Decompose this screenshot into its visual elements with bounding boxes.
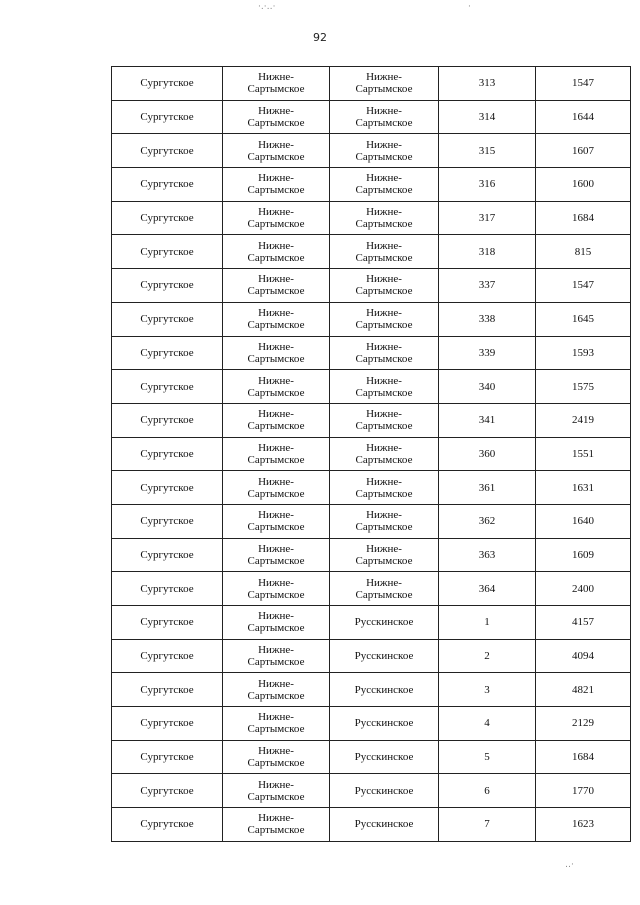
- field-cell: [223, 538, 330, 572]
- number-cell: [439, 100, 536, 134]
- number-cell-text: 363: [478, 548, 496, 561]
- field-cell-text: Сартымское: [247, 757, 305, 770]
- value-cell-text: 4821: [572, 683, 594, 696]
- number-cell: [439, 67, 536, 101]
- area-cell-text: Сартымское: [355, 251, 413, 264]
- field-cell: [223, 67, 330, 101]
- value-cell: [536, 606, 631, 640]
- area-cell-text: Сартымское: [355, 184, 413, 197]
- area-cell: [330, 538, 439, 572]
- table-row: [112, 235, 631, 269]
- region-cell: [112, 707, 223, 741]
- value-cell-text: 1607: [572, 144, 594, 157]
- number-cell: [439, 471, 536, 505]
- area-cell: [330, 201, 439, 235]
- number-cell: [439, 336, 536, 370]
- field-cell: [223, 572, 330, 606]
- field-cell-text: Нижне-: [258, 475, 294, 488]
- number-cell: [439, 740, 536, 774]
- area-cell: [330, 471, 439, 505]
- field-cell-text: Сартымское: [247, 319, 305, 332]
- region-cell: [112, 201, 223, 235]
- field-cell: [223, 707, 330, 741]
- region-cell-text: Сургутское: [140, 447, 194, 460]
- table-row: [112, 437, 631, 471]
- table-row: [112, 269, 631, 303]
- region-cell: [112, 370, 223, 404]
- area-cell: [330, 437, 439, 471]
- table-row: [112, 168, 631, 202]
- number-cell-text: 2: [484, 650, 490, 663]
- region-cell: [112, 235, 223, 269]
- page-number: 92: [313, 31, 327, 44]
- area-cell-text: Нижне-: [366, 172, 402, 185]
- field-cell-text: Сартымское: [247, 150, 305, 163]
- number-cell-text: 5: [484, 751, 490, 764]
- area-cell-text: Сартымское: [355, 386, 413, 399]
- field-cell-text: Нижне-: [258, 172, 294, 185]
- value-cell-text: 2129: [572, 717, 594, 730]
- table-row: [112, 707, 631, 741]
- area-cell: [330, 639, 439, 673]
- region-cell: [112, 168, 223, 202]
- field-cell-text: Нижне-: [258, 711, 294, 724]
- number-cell: [439, 134, 536, 168]
- field-cell: [223, 673, 330, 707]
- number-cell-text: 339: [478, 346, 496, 359]
- table-row: [112, 606, 631, 640]
- region-cell: [112, 538, 223, 572]
- number-cell: [439, 168, 536, 202]
- area-cell-text: Русскинское: [354, 751, 414, 764]
- number-cell-text: 7: [484, 818, 490, 831]
- area-cell-text: Нижне-: [366, 239, 402, 252]
- area-cell: [330, 572, 439, 606]
- area-cell-text: Нижне-: [366, 71, 402, 84]
- area-cell: [330, 504, 439, 538]
- value-cell: [536, 370, 631, 404]
- area-cell-text: Сартымское: [355, 352, 413, 365]
- area-cell: [330, 774, 439, 808]
- value-cell-text: 4094: [572, 650, 594, 663]
- value-cell: [536, 269, 631, 303]
- table-row: [112, 639, 631, 673]
- field-cell-text: Сартымское: [247, 521, 305, 534]
- number-cell-text: 313: [478, 77, 496, 90]
- region-cell-text: Сургутское: [140, 111, 194, 124]
- area-cell: [330, 808, 439, 842]
- region-cell-text: Сургутское: [140, 245, 194, 258]
- region-cell: [112, 134, 223, 168]
- region-cell-text: Сургутское: [140, 313, 194, 326]
- region-cell: [112, 504, 223, 538]
- field-cell: [223, 403, 330, 437]
- field-cell: [223, 740, 330, 774]
- field-cell-text: Сартымское: [247, 554, 305, 567]
- number-cell: [439, 201, 536, 235]
- area-cell-text: Сартымское: [355, 521, 413, 534]
- field-cell-text: Нижне-: [258, 576, 294, 589]
- value-cell-text: 1631: [572, 481, 594, 494]
- value-cell: [536, 134, 631, 168]
- field-cell-text: Сартымское: [247, 218, 305, 231]
- field-cell-text: Сартымское: [247, 352, 305, 365]
- region-cell-text: Сургутское: [140, 751, 194, 764]
- region-cell-text: Сургутское: [140, 77, 194, 90]
- table-row: [112, 67, 631, 101]
- number-cell-text: 4: [484, 717, 490, 730]
- area-cell-text: Нижне-: [366, 138, 402, 151]
- area-cell-text: Русскинское: [354, 717, 414, 730]
- field-cell-text: Нижне-: [258, 509, 294, 522]
- value-cell-text: 1770: [572, 784, 594, 797]
- area-cell-text: Сартымское: [355, 420, 413, 433]
- field-cell-text: Нижне-: [258, 745, 294, 758]
- number-cell: [439, 269, 536, 303]
- area-cell: [330, 100, 439, 134]
- value-cell-text: 1640: [572, 515, 594, 528]
- field-cell: [223, 134, 330, 168]
- area-cell-text: Нижне-: [366, 307, 402, 320]
- number-cell: [439, 370, 536, 404]
- area-cell: [330, 606, 439, 640]
- number-cell: [439, 403, 536, 437]
- area-cell-text: Сартымское: [355, 588, 413, 601]
- value-cell-text: 1575: [572, 380, 594, 393]
- value-cell: [536, 808, 631, 842]
- field-cell: [223, 437, 330, 471]
- table-row: [112, 538, 631, 572]
- area-cell-text: Нижне-: [366, 441, 402, 454]
- table-row: [112, 302, 631, 336]
- number-cell: [439, 504, 536, 538]
- field-cell-text: Сартымское: [247, 420, 305, 433]
- area-cell-text: Сартымское: [355, 453, 413, 466]
- number-cell-text: 317: [478, 212, 496, 225]
- field-cell-text: Нижне-: [258, 408, 294, 421]
- field-cell-text: Сартымское: [247, 656, 305, 669]
- field-cell-text: Сартымское: [247, 386, 305, 399]
- number-cell-text: 340: [478, 380, 496, 393]
- region-cell: [112, 774, 223, 808]
- value-cell: [536, 740, 631, 774]
- value-cell: [536, 673, 631, 707]
- area-cell: [330, 673, 439, 707]
- area-cell: [330, 707, 439, 741]
- region-cell: [112, 673, 223, 707]
- field-cell: [223, 168, 330, 202]
- scan-artifact-mark: ‥·: [565, 860, 574, 870]
- number-cell-text: 360: [478, 447, 496, 460]
- region-cell: [112, 471, 223, 505]
- field-cell-text: Сартымское: [247, 117, 305, 130]
- value-cell-text: 1623: [572, 818, 594, 831]
- area-cell-text: Русскинское: [354, 784, 414, 797]
- area-cell: [330, 740, 439, 774]
- number-cell-text: 362: [478, 515, 496, 528]
- region-cell-text: Сургутское: [140, 178, 194, 191]
- area-cell: [330, 269, 439, 303]
- field-cell-text: Сартымское: [247, 723, 305, 736]
- region-cell: [112, 67, 223, 101]
- value-cell: [536, 437, 631, 471]
- field-cell-text: Нижне-: [258, 273, 294, 286]
- area-cell-text: Русскинское: [354, 818, 414, 831]
- field-cell: [223, 471, 330, 505]
- field-cell-text: Сартымское: [247, 184, 305, 197]
- area-cell: [330, 168, 439, 202]
- region-cell: [112, 740, 223, 774]
- number-cell: [439, 302, 536, 336]
- field-cell-text: Сартымское: [247, 251, 305, 264]
- field-cell-text: Сартымское: [247, 824, 305, 837]
- value-cell: [536, 336, 631, 370]
- table-row: [112, 774, 631, 808]
- region-cell-text: Сургутское: [140, 212, 194, 225]
- value-cell: [536, 639, 631, 673]
- region-cell: [112, 572, 223, 606]
- table-row: [112, 403, 631, 437]
- value-cell-text: 4157: [572, 616, 594, 629]
- number-cell-text: 318: [478, 245, 496, 258]
- table-row: [112, 504, 631, 538]
- area-cell-text: Сартымское: [355, 319, 413, 332]
- area-cell-text: Нижне-: [366, 475, 402, 488]
- field-cell: [223, 504, 330, 538]
- value-cell-text: 2400: [572, 582, 594, 595]
- value-cell-text: 1684: [572, 212, 594, 225]
- value-cell: [536, 168, 631, 202]
- number-cell: [439, 572, 536, 606]
- area-cell-text: Русскинское: [354, 616, 414, 629]
- field-cell-text: Нижне-: [258, 542, 294, 555]
- region-cell-text: Сургутское: [140, 818, 194, 831]
- scan-artifact-mark: ·.·‥·: [258, 2, 276, 12]
- table-row: [112, 471, 631, 505]
- number-cell: [439, 437, 536, 471]
- area-cell-text: Русскинское: [354, 683, 414, 696]
- value-cell: [536, 471, 631, 505]
- area-cell-text: Сартымское: [355, 117, 413, 130]
- field-cell-text: Нижне-: [258, 677, 294, 690]
- area-cell-text: Нижне-: [366, 105, 402, 118]
- value-cell: [536, 302, 631, 336]
- number-cell: [439, 235, 536, 269]
- region-cell-text: Сургутское: [140, 717, 194, 730]
- value-cell-text: 1551: [572, 447, 594, 460]
- table-row: [112, 134, 631, 168]
- value-cell: [536, 403, 631, 437]
- number-cell: [439, 639, 536, 673]
- area-cell: [330, 302, 439, 336]
- value-cell: [536, 538, 631, 572]
- value-cell: [536, 774, 631, 808]
- field-cell: [223, 606, 330, 640]
- number-cell-text: 364: [478, 582, 496, 595]
- value-cell: [536, 707, 631, 741]
- value-cell-text: 1684: [572, 751, 594, 764]
- area-cell-text: Сартымское: [355, 150, 413, 163]
- field-cell-text: Сартымское: [247, 487, 305, 500]
- field-cell-text: Нижне-: [258, 239, 294, 252]
- field-cell: [223, 370, 330, 404]
- region-cell-text: Сургутское: [140, 515, 194, 528]
- number-cell-text: 316: [478, 178, 496, 191]
- region-cell: [112, 437, 223, 471]
- area-cell: [330, 403, 439, 437]
- field-cell-text: Сартымское: [247, 689, 305, 702]
- area-cell-text: Нижне-: [366, 542, 402, 555]
- number-cell: [439, 808, 536, 842]
- area-cell-text: Нижне-: [366, 576, 402, 589]
- region-cell: [112, 336, 223, 370]
- table-row: [112, 740, 631, 774]
- table-row: [112, 673, 631, 707]
- field-cell-text: Нижне-: [258, 307, 294, 320]
- field-cell-text: Нижне-: [258, 778, 294, 791]
- region-cell-text: Сургутское: [140, 481, 194, 494]
- region-cell-text: Сургутское: [140, 346, 194, 359]
- field-cell-text: Нижне-: [258, 644, 294, 657]
- region-cell: [112, 639, 223, 673]
- number-cell: [439, 707, 536, 741]
- field-cell: [223, 302, 330, 336]
- table-row: [112, 808, 631, 842]
- area-cell: [330, 235, 439, 269]
- value-cell-text: 1609: [572, 548, 594, 561]
- value-cell-text: 815: [574, 245, 592, 258]
- area-cell-text: Нижне-: [366, 340, 402, 353]
- area-cell-text: Нижне-: [366, 408, 402, 421]
- field-cell-text: Сартымское: [247, 453, 305, 466]
- value-cell-text: 1593: [572, 346, 594, 359]
- region-cell: [112, 100, 223, 134]
- number-cell-text: 361: [478, 481, 496, 494]
- area-cell-text: Сартымское: [355, 487, 413, 500]
- field-cell-text: Нижне-: [258, 206, 294, 219]
- field-cell: [223, 100, 330, 134]
- area-cell-text: Сартымское: [355, 218, 413, 231]
- value-cell: [536, 572, 631, 606]
- area-cell: [330, 370, 439, 404]
- table-row: [112, 370, 631, 404]
- scan-artifact-mark: ·: [468, 2, 471, 12]
- table-row: [112, 201, 631, 235]
- region-cell-text: Сургутское: [140, 144, 194, 157]
- region-cell: [112, 302, 223, 336]
- value-cell-text: 1645: [572, 313, 594, 326]
- region-cell-text: Сургутское: [140, 380, 194, 393]
- field-cell: [223, 201, 330, 235]
- value-cell: [536, 201, 631, 235]
- value-cell: [536, 100, 631, 134]
- field-cell-text: Сартымское: [247, 285, 305, 298]
- table-row: [112, 336, 631, 370]
- value-cell-text: 2419: [572, 414, 594, 427]
- area-cell-text: Нижне-: [366, 509, 402, 522]
- value-cell-text: 1600: [572, 178, 594, 191]
- number-cell: [439, 774, 536, 808]
- area-cell-text: Нижне-: [366, 374, 402, 387]
- field-cell-text: Нижне-: [258, 71, 294, 84]
- field-cell: [223, 336, 330, 370]
- number-cell-text: 6: [484, 784, 490, 797]
- area-cell: [330, 134, 439, 168]
- number-cell: [439, 538, 536, 572]
- field-cell-text: Нижне-: [258, 812, 294, 825]
- number-cell-text: 314: [478, 111, 496, 124]
- region-cell: [112, 403, 223, 437]
- number-cell-text: 315: [478, 144, 496, 157]
- field-cell-text: Сартымское: [247, 622, 305, 635]
- field-cell: [223, 774, 330, 808]
- field-cell-text: Нижне-: [258, 340, 294, 353]
- field-cell-text: Сартымское: [247, 790, 305, 803]
- region-cell-text: Сургутское: [140, 582, 194, 595]
- field-cell: [223, 269, 330, 303]
- region-cell-text: Сургутское: [140, 279, 194, 292]
- field-cell-text: Нижне-: [258, 105, 294, 118]
- value-cell-text: 1644: [572, 111, 594, 124]
- field-cell: [223, 639, 330, 673]
- field-cell: [223, 235, 330, 269]
- number-cell: [439, 606, 536, 640]
- field-cell-text: Нижне-: [258, 138, 294, 151]
- region-cell-text: Сургутское: [140, 784, 194, 797]
- region-cell: [112, 606, 223, 640]
- field-cell-text: Сартымское: [247, 588, 305, 601]
- value-cell-text: 1547: [572, 77, 594, 90]
- number-cell-text: 1: [484, 616, 490, 629]
- number-cell-text: 3: [484, 683, 490, 696]
- area-cell: [330, 67, 439, 101]
- table-row: [112, 100, 631, 134]
- region-cell-text: Сургутское: [140, 548, 194, 561]
- region-cell-text: Сургутское: [140, 414, 194, 427]
- field-cell-text: Нижне-: [258, 441, 294, 454]
- value-cell: [536, 67, 631, 101]
- area-cell-text: Нижне-: [366, 273, 402, 286]
- field-cell-text: Сартымское: [247, 83, 305, 96]
- value-cell: [536, 504, 631, 538]
- area-cell-text: Сартымское: [355, 554, 413, 567]
- region-cell: [112, 269, 223, 303]
- area-cell-text: Нижне-: [366, 206, 402, 219]
- value-cell: [536, 235, 631, 269]
- field-cell: [223, 808, 330, 842]
- region-cell-text: Сургутское: [140, 683, 194, 696]
- field-cell-text: Нижне-: [258, 610, 294, 623]
- field-cell-text: Нижне-: [258, 374, 294, 387]
- region-cell: [112, 808, 223, 842]
- area-cell-text: Сартымское: [355, 83, 413, 96]
- area-cell-text: Русскинское: [354, 650, 414, 663]
- number-cell-text: 338: [478, 313, 496, 326]
- area-cell: [330, 336, 439, 370]
- region-cell-text: Сургутское: [140, 616, 194, 629]
- table-row: [112, 572, 631, 606]
- number-cell-text: 341: [478, 414, 496, 427]
- number-cell: [439, 673, 536, 707]
- value-cell-text: 1547: [572, 279, 594, 292]
- data-table: [111, 66, 631, 842]
- table-body: [112, 67, 631, 842]
- area-cell-text: Сартымское: [355, 285, 413, 298]
- region-cell-text: Сургутское: [140, 650, 194, 663]
- number-cell-text: 337: [478, 279, 496, 292]
